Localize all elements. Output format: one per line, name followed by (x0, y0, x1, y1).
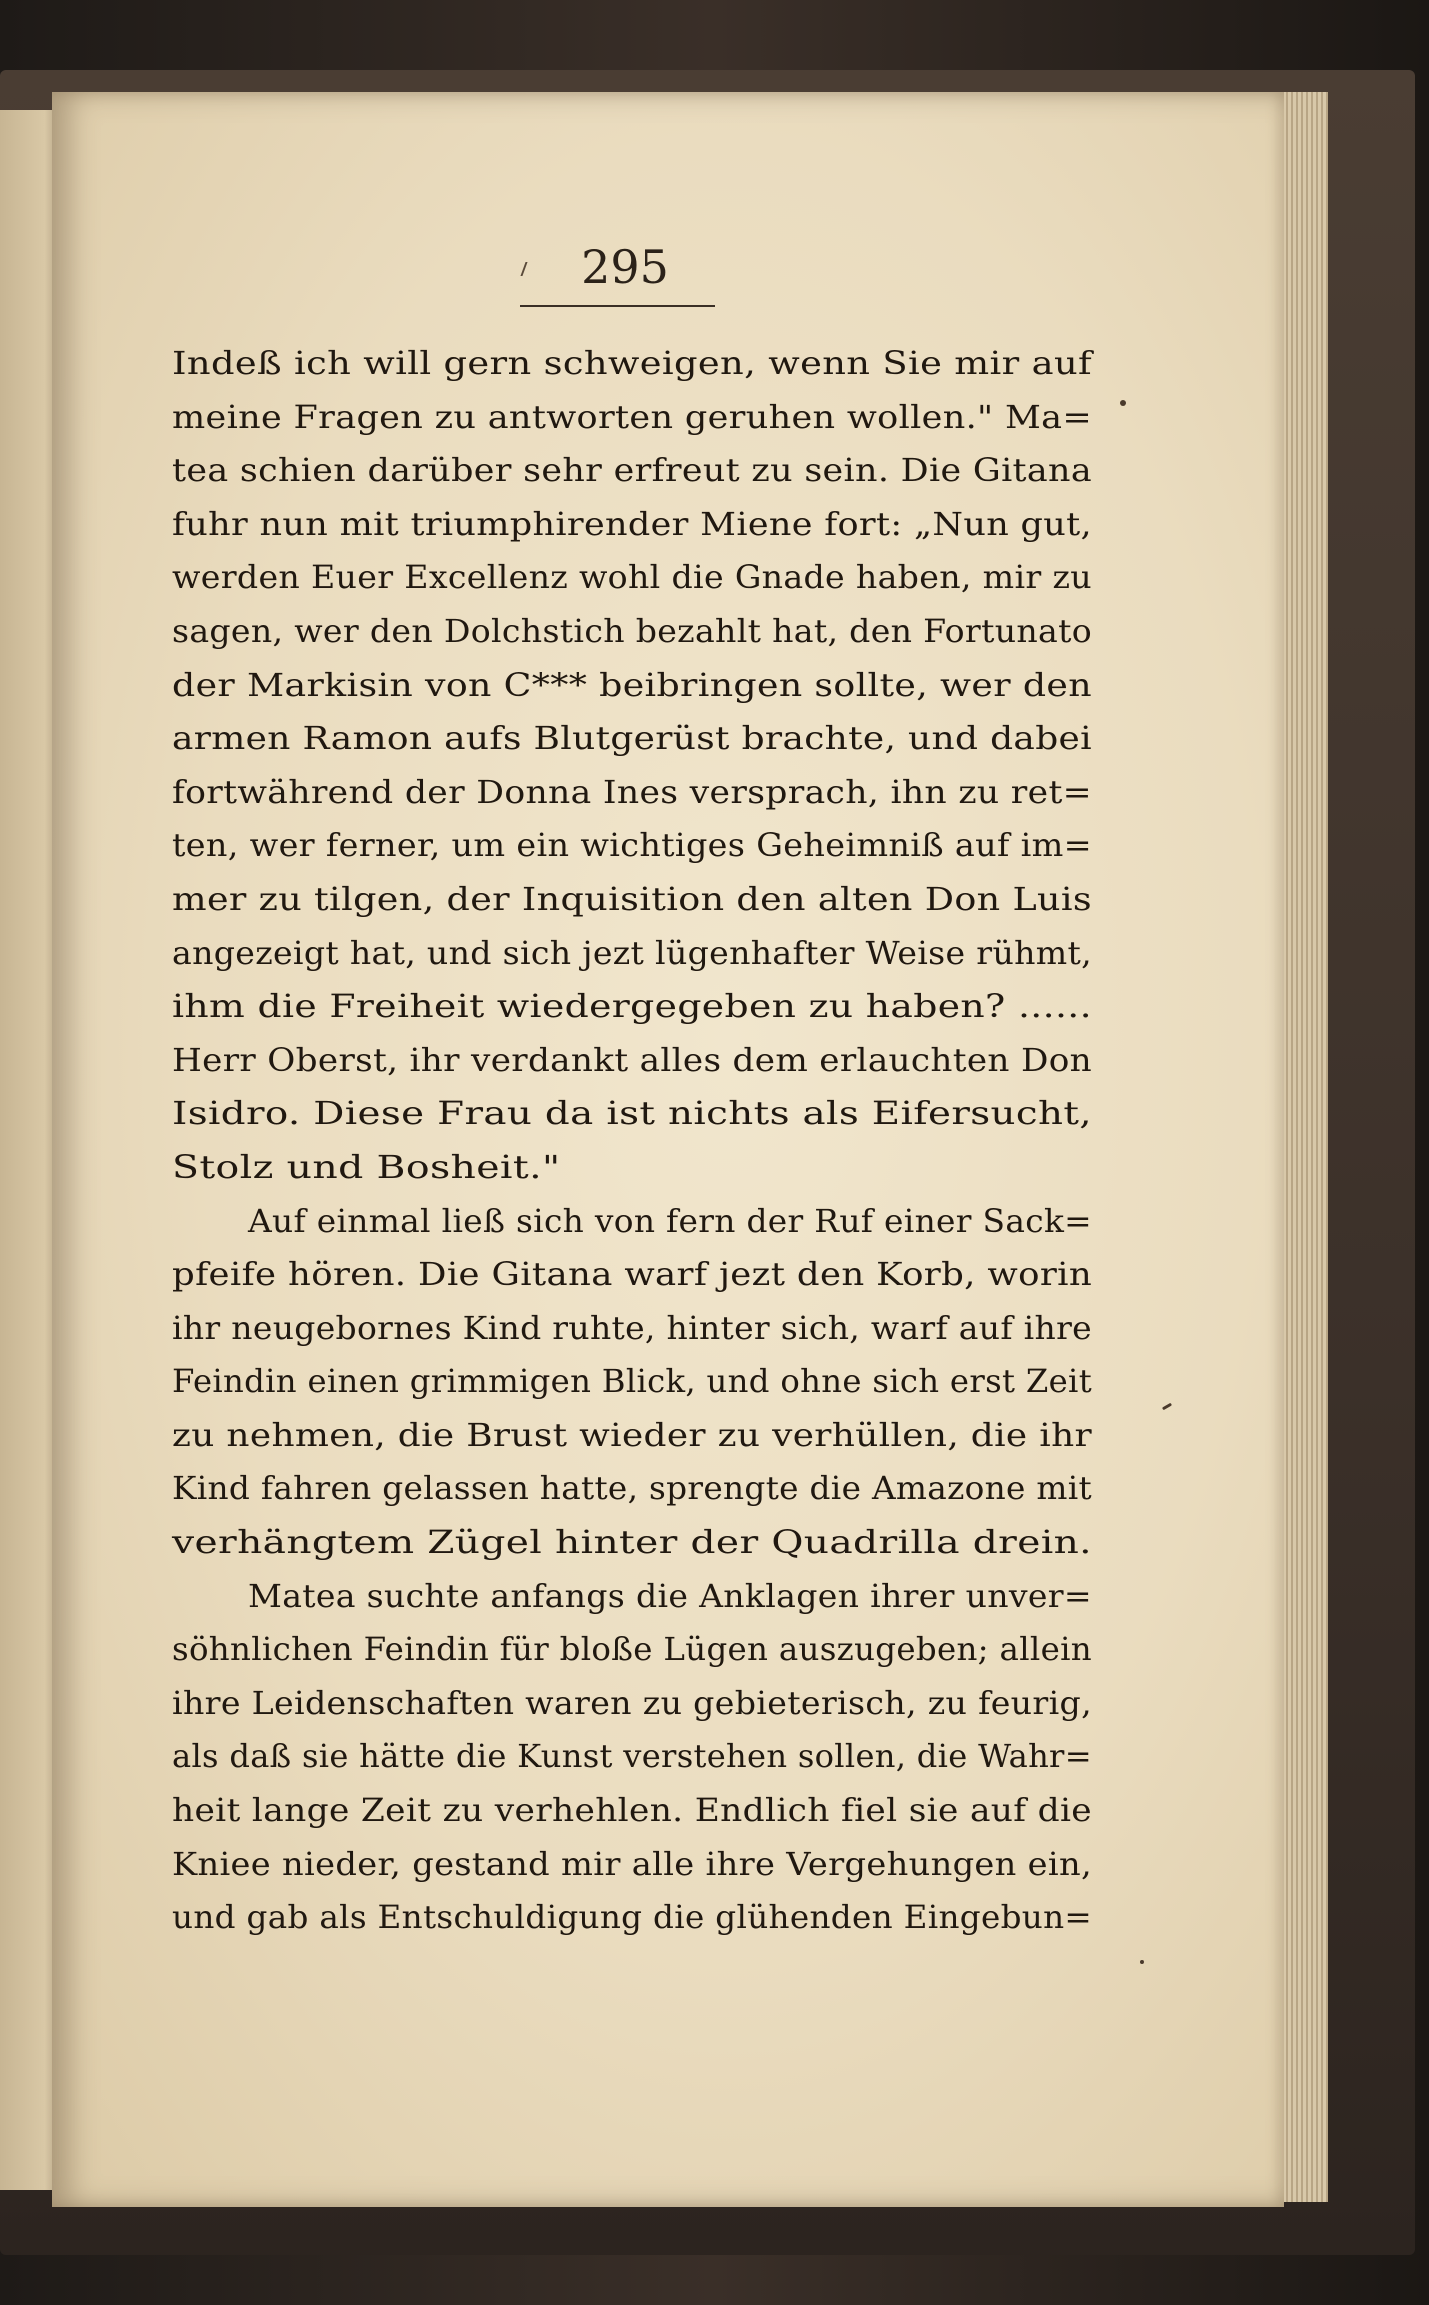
text-line: fuhr nun mit triumphirender Miene fort: „Nun gut, (172, 506, 1093, 543)
text-line: Auf einmal ließ sich von fern der Ruf einer Sack= (248, 1203, 1092, 1240)
text-line: mer zu tilgen, der Inquisition den alten Don Luis (172, 881, 1093, 918)
text-line: ihre Leidenschaften waren zu gebieterisch, zu feurig, (172, 1685, 1092, 1722)
text-line: ihr neugebornes Kind ruhte, hinter sich, warf auf ihre (172, 1310, 1093, 1347)
text-line: Kniee nieder, gestand mir alle ihre Vergehungen ein, (172, 1846, 1093, 1883)
text-line: tea schien darüber sehr erfreut zu sein. Die Gitana (172, 453, 1092, 490)
text-line: armen Ramon aufs Blutgerüst brachte, und dabei (172, 721, 1092, 758)
text-line: angezeigt hat, und sich jezt lügenhafter Weise rühmt, (172, 935, 1093, 972)
text-line: heit lange Zeit zu verhehlen. Endlich fiel sie auf die (172, 1793, 1093, 1830)
text-line: zu nehmen, die Brust wieder zu verhüllen, die ihr (172, 1417, 1093, 1454)
page-body-text (172, 338, 1092, 1946)
text-line: fortwährend der Donna Ines versprach, ihn zu ret= (172, 774, 1092, 811)
text-line: verhängtem Zügel hinter der Quadrilla drein. (172, 1525, 1092, 1562)
text-line: pfeife hören. Die Gitana warf jezt den Korb, worin (172, 1257, 1093, 1294)
text-line: Indeß ich will gern schweigen, wenn Sie mir auf (172, 346, 1093, 382)
paper-speck (1140, 1960, 1144, 1964)
header-rule (520, 305, 715, 307)
text-line: Stolz und Bosheit." (172, 1149, 561, 1186)
text-line: Kind fahren gelassen hatte, sprengte die Amazone mit (172, 1471, 1093, 1508)
text-line: ihm die Freiheit wiedergegeben zu haben? ...... (172, 989, 1092, 1026)
text-line: der Markisin von C*** beibringen sollte, wer den (172, 667, 1092, 704)
text-line: als daß sie hätte die Kunst verstehen sollen, die Wahr= (172, 1739, 1092, 1776)
page-number: 295 (581, 240, 669, 294)
text-line: söhnlichen Feindin für bloße Lügen auszugeben; allein (172, 1632, 1092, 1669)
text-line: werden Euer Excellenz wohl die Gnade haben, mir zu (172, 560, 1092, 597)
text-line: und gab als Entschuldigung die glühenden Eingebun= (172, 1900, 1093, 1937)
text-line: meine Fragen zu antworten geruhen wollen." Ma= (172, 399, 1093, 436)
text-line: Feindin einen grimmigen Blick, und ohne sich erst Zeit (172, 1364, 1092, 1401)
paper-speck (1120, 400, 1126, 406)
text-line: sagen, wer den Dolchstich bezahlt hat, den Fortunato (172, 613, 1093, 650)
text-line: ten, wer ferner, um ein wichtiges Geheimniß auf im= (172, 828, 1093, 865)
text-line: Isidro. Diese Frau da ist nichts als Eifersucht, (172, 1096, 1092, 1133)
text-line: Matea suchte anfangs die Anklagen ihrer unver= (248, 1578, 1092, 1615)
text-line: Herr Oberst, ihr verdankt alles dem erlauchten Don (172, 1042, 1093, 1079)
